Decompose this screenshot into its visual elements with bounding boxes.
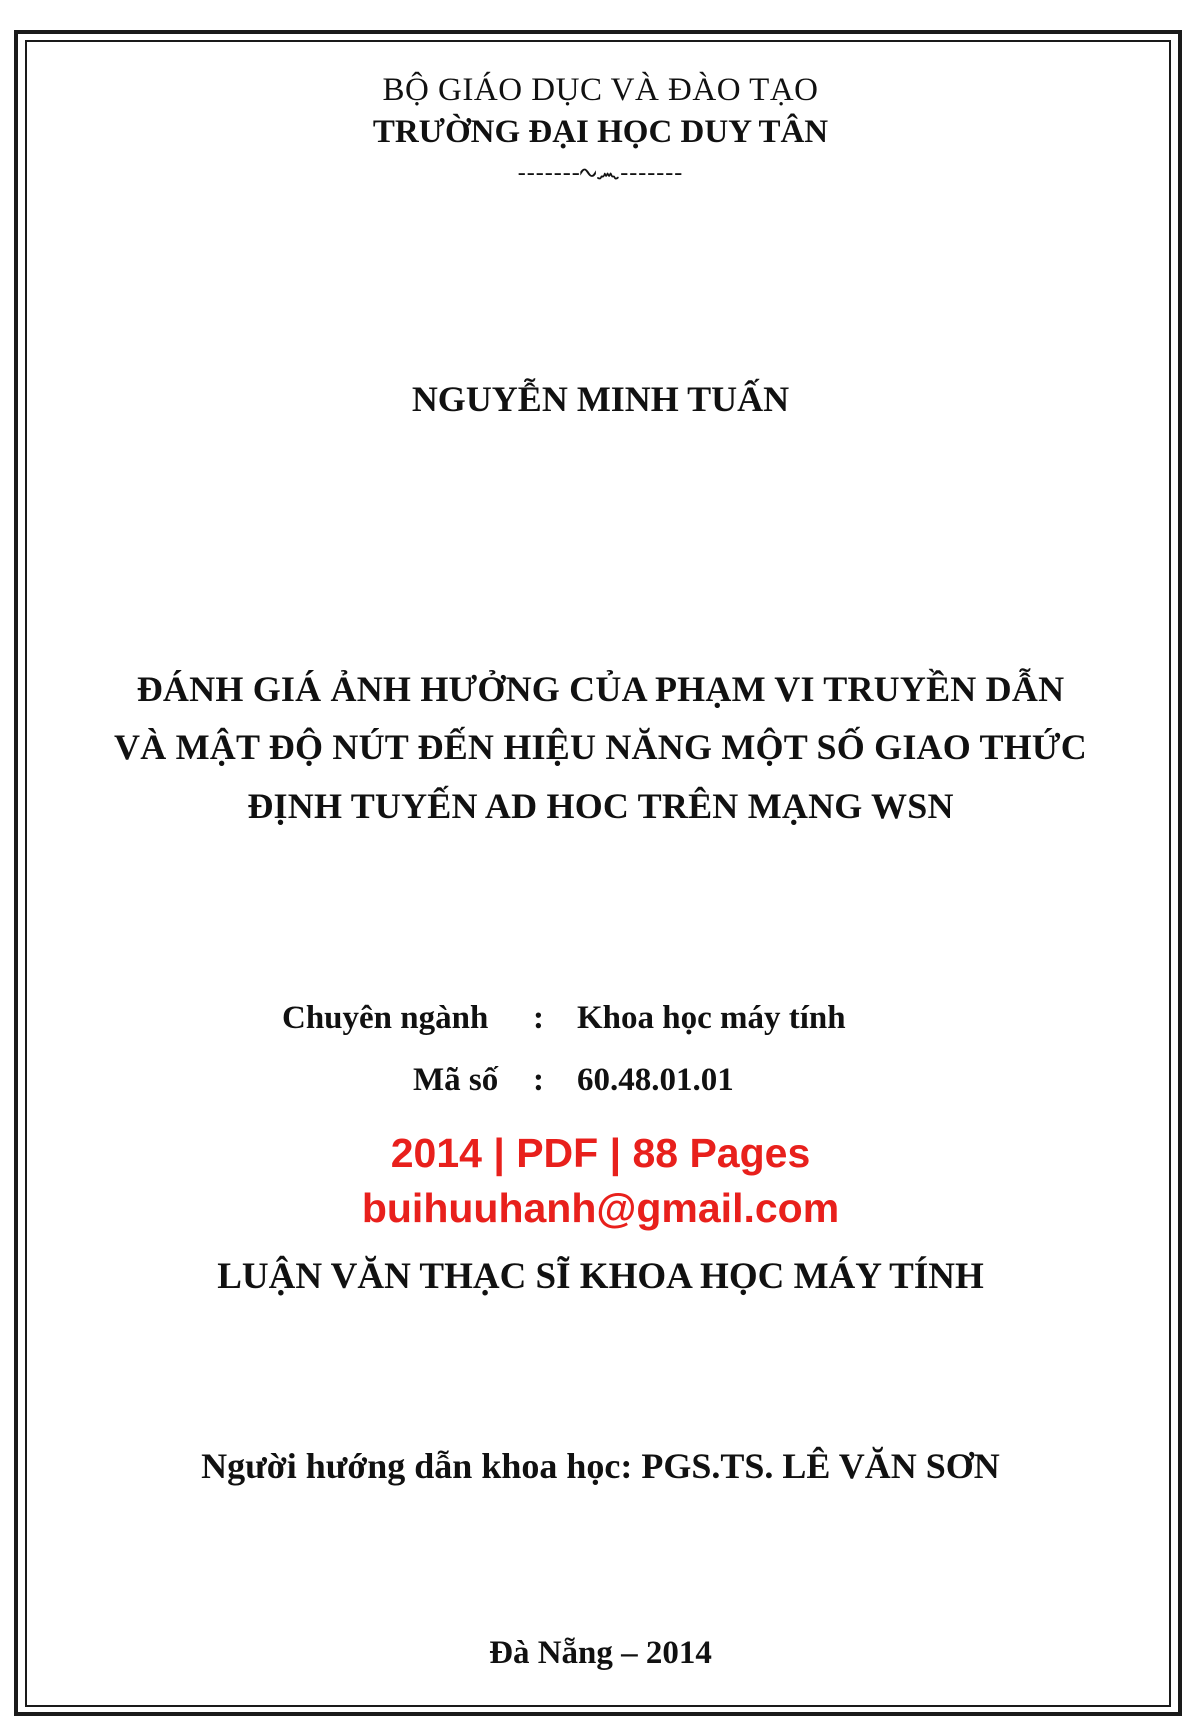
thesis-type-heading: LUẬN VĂN THẠC SĨ KHOA HỌC MÁY TÍNH [217,1256,984,1297]
thesis-title-line-2: VÀ MẬT ĐỘ NÚT ĐẾN HIỆU NĂNG MỘT SỐ GIAO THỨC [114,727,1087,767]
code-label: Mã số [413,1062,499,1098]
ornament-dashes-left: ------- [517,160,581,186]
major-separator: : [533,1000,544,1036]
ministry-heading: BỘ GIÁO DỤC VÀ ĐÀO TẠO [382,72,819,108]
major-value: Khoa học máy tính [577,1000,846,1036]
ornament-flourish-icon: ∿෴ [580,161,621,187]
code-separator: : [533,1062,544,1098]
major-label: Chuyên ngành [282,1000,489,1036]
watermark-email: buihuuhanh@gmail.com [361,1185,840,1231]
place-date: Đà Nẵng – 2014 [489,1635,712,1671]
code-value: 60.48.01.01 [577,1062,734,1098]
author-name: NGUYỄN MINH TUẤN [411,379,790,419]
advisor-line: Người hướng dẫn khoa học: PGS.TS. LÊ VĂN SƠN [201,1446,1000,1486]
thesis-title-line-1: ĐÁNH GIÁ ẢNH HƯỞNG CỦA PHẠM VI TRUYỀN DẪN [136,669,1065,709]
ornament-dashes-right: ------- [620,160,684,186]
university-heading: TRƯỜNG ĐẠI HỌC DUY TÂN [372,114,829,150]
watermark-pdf-info: 2014 | PDF | 88 Pages [390,1130,811,1176]
ornament-divider [0,160,1201,187]
thesis-title-line-3: ĐỊNH TUYẾN AD HOC TRÊN MẠNG WSN [247,786,954,826]
